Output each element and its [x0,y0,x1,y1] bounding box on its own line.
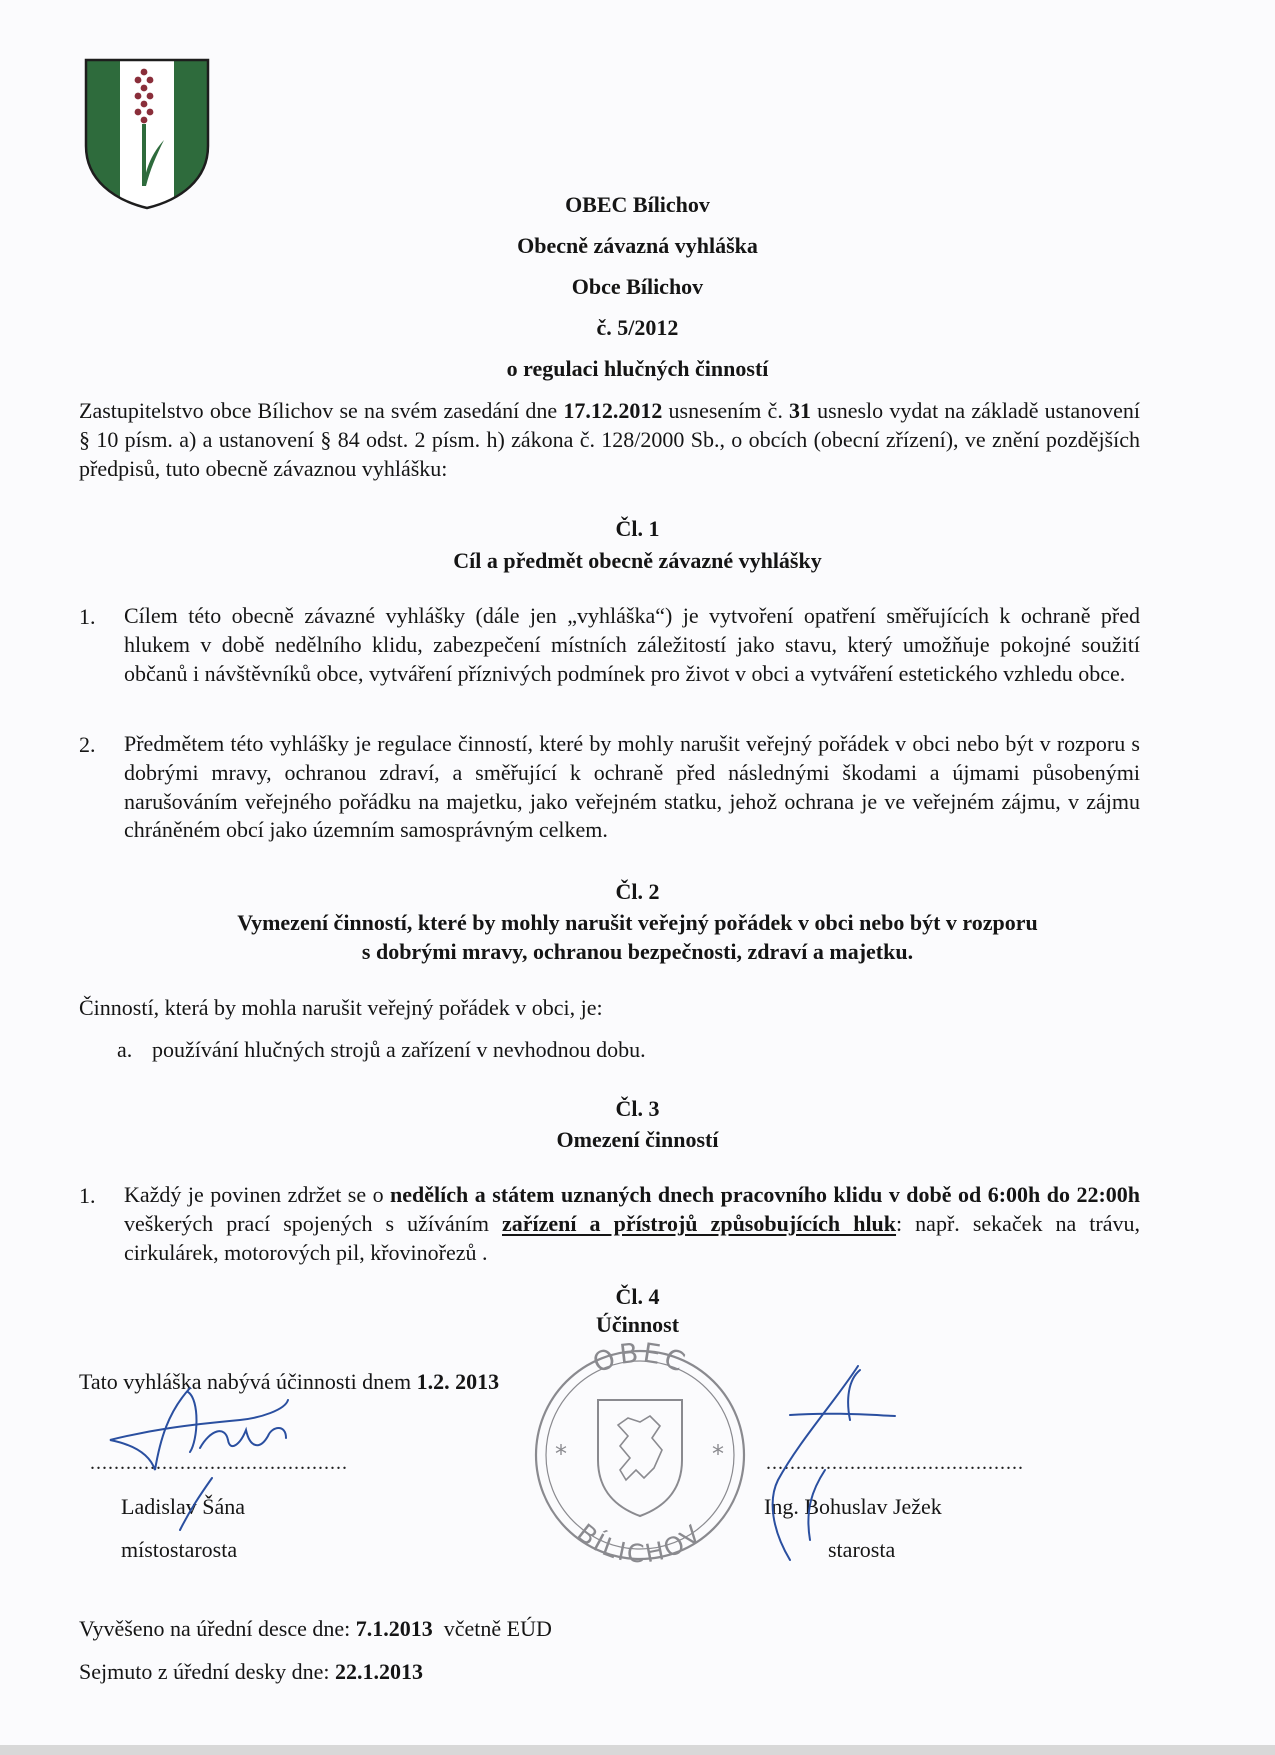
signature-line-right: ........................................... [766,1452,1024,1474]
article-3-item-1-number: 1. [79,1183,96,1208]
article-3-item-1-text [124,1181,1140,1267]
article-3-text-e: : např. sekaček na trávu, cirkulárek, motorových pil, křovinořezů . [124,1210,1140,1265]
article-1-item-1-text: Cílem této obecně závazné vyhlášky (dále jen „vyhláška“) je vytvoření opatření směřujících k ochraně před hlukem v době nedělního klidu, zabezpečení místních záležitostí jako stavu, který umožňuje pokojné soužití občanů i návštěvníků obce, vytváření příznivých podmínek pro život v obci a vytváření estetického vzhledu obce. [124,603,1140,686]
article-1-item-2-text: Předmětem této vyhlášky je regulace činností, které by mohly narušit veřejný pořádek v obci nebo být v rozporu s dobrými mravy, ochranou zdraví, a směřující k ochraně před následnými škodami a újmami působenými narušováním veřejného pořádku na majetku, jako veřejném statku, jehož ochrana je ve veřejném zájmu, v zájmu chráněném obcí jako územním samosprávným celkem. [124,731,1140,843]
intro-text-2: usnesením č. [662,398,789,423]
intro-text-1: Zastupitelstvo obce Bílichov se na svém zasedání dne [79,398,564,423]
article-2-title-line-1: Vymezení činností, které by mohly narušit veřejný pořádek v obci nebo být v rozporu [237,910,1038,935]
ordinance-subject: o regulaci hlučných činností [506,356,769,381]
article-2-item-label: a. [117,1037,133,1062]
article-4-heading: Čl. 4 [615,1284,660,1309]
article-3-text-a: Každý je povinen zdržet se o [124,1182,391,1207]
stamp-bottom-text: BÍLICHOV [571,1518,709,1569]
article-3-rest-days: nedělích a státem uznaných dnech pracovního klidu v době od 6:00h do 22:00h [390,1182,1141,1207]
svg-text:*: * [555,1440,567,1468]
article-4-title: Účinnost [595,1312,680,1337]
mayor-name: Ing. Bohuslav Ježek [764,1494,942,1519]
article-3-heading: Čl. 3 [615,1096,660,1121]
coat-of-arms-logo [84,58,210,210]
effective-text: Tato vyhláška nabývá účinnosti dnem [79,1369,417,1394]
article-2-heading: Čl. 2 [615,879,660,904]
municipal-stamp [536,1351,744,1559]
svg-text:*: * [712,1440,724,1468]
posted-suffix: včetně EÚD [432,1616,552,1641]
resolution-number: 31 [789,398,811,423]
municipality-name: Obce Bílichov [571,274,704,299]
removed-date: 22.1.2013 [335,1659,424,1684]
signature-line-left: ........................................... [90,1452,348,1474]
effective-date: 1.2. 2013 [416,1369,500,1394]
posted-line [79,1614,552,1643]
article-3-text-c: veškerých prací spojených s užíváním [124,1210,502,1236]
article-3-title: Omezení činností [556,1127,719,1152]
article-1-item-1-number: 1. [79,604,96,629]
posted-label: Vyvěšeno na úřední desce dne: [79,1616,356,1641]
intro-text-3: usneslo vydat na základě ustanovení § 10 písm. a) a ustanovení § 84 odst. 2 písm. h) zákona č. 128/2000 Sb., o obcích (obecní zřízení), ve znění pozdějších předpisů, tuto obecně závaznou vyhlášku: [79,398,1140,481]
ordinance-number: č. 5/2012 [596,315,679,340]
deputy-mayor-role: místostarosta [121,1537,238,1562]
article-2-item-text: používání hlučných strojů a zařízení v nevhodnou dobu. [152,1037,646,1062]
mayor-role: starosta [828,1537,896,1562]
article-1-item-2-number: 2. [79,732,96,757]
document-type: Obecně závazná vyhláška [517,233,758,258]
article-2-text: Činností, která by mohla narušit veřejný pořádek v obci, je: [79,995,603,1020]
article-2-title-line-2: s dobrými mravy, ochranou bezpečnosti, zdraví a majetku. [361,939,914,964]
municipality-title: OBEC Bílichov [565,192,710,217]
posted-date: 7.1.2013 [355,1616,433,1641]
article-3-noisy-devices: zařízení a přístrojů způsobujících hluk [502,1210,897,1236]
removed-line [79,1657,423,1686]
article-1-title: Cíl a předmět obecně závazné vyhlášky [453,548,822,573]
intro-paragraph [79,397,1140,483]
removed-label: Sejmuto z úřední desky dne: [79,1659,336,1684]
stamp-top-text: OBEC [588,1337,692,1380]
article-1-heading: Čl. 1 [615,516,660,541]
effective-date-text [79,1367,499,1396]
deputy-mayor-name: Ladislav Šána [121,1494,246,1519]
session-date: 17.12.2012 [563,398,663,423]
scan-bottom-edge [0,1745,1275,1755]
